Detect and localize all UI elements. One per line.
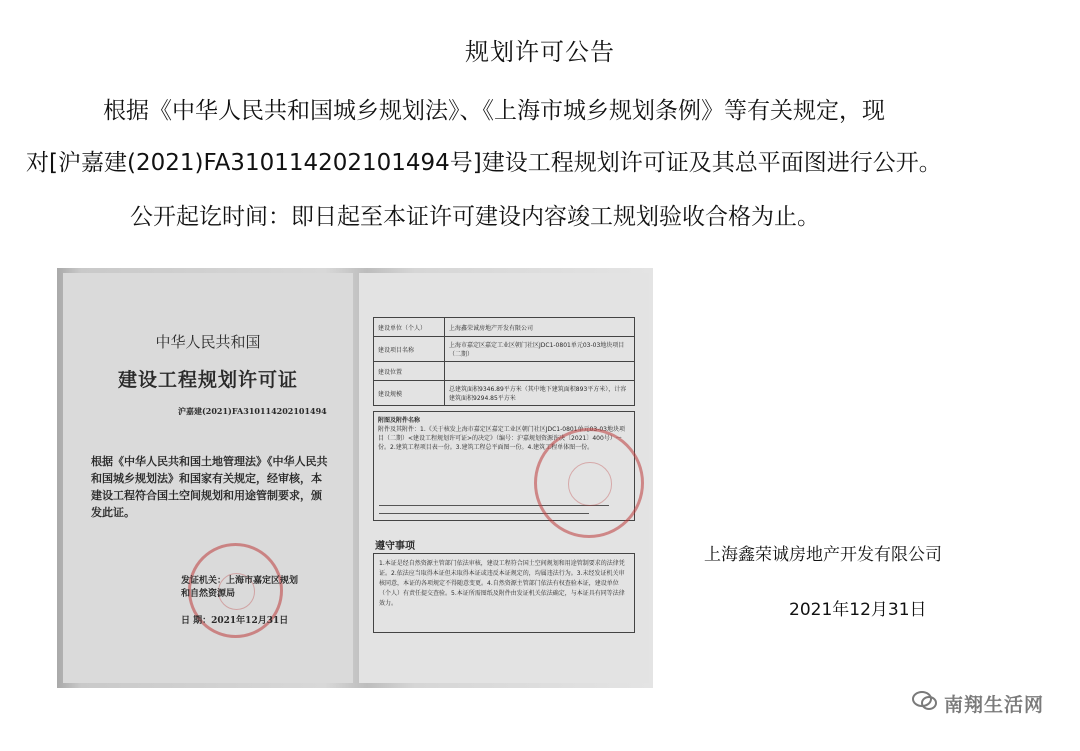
info-key: 建设项目名称 (374, 337, 445, 362)
notice-line-1: 根据《中华人民共和国城乡规划法》、《上海市城乡规划条例》等有关规定，现 (103, 98, 885, 124)
info-value: 上海市嘉定区嘉定工业区朝门社区JDC1-0801单元03-03地块项目（二期） (445, 337, 635, 362)
attachments-title: 附图及附件名称 (378, 417, 421, 424)
certificate-issuer: 发证机关：上海市嘉定区规划和自然资源局 (181, 576, 299, 599)
attachments-list: 附件及其附件：1.《关于核发上海市嘉定区嘉定工业区朝门社区JDC1-0801单元03-03地块项目（二期）<建设工程规划许可证>的决定》（编号：沪嘉规划资源许决〔2021〕400号）一份。2.建筑工程项目表一份。3.建筑工程总平面图一份。4.建筑工程单体图一份。 (378, 426, 625, 451)
info-key: 建设单位（个人） (374, 318, 445, 337)
notice-date: 2021年12月31日 (789, 600, 927, 620)
info-value: 总建筑面积9346.89平方米（其中地下建筑面积893平方米），计容建筑面积9294.85平方米 (445, 381, 635, 406)
certificate-body: 根据《中华人民共和国土地管理法》《中华人民共和国城乡规划法》和国家有关规定，经审核，本建设工程符合国土空间规划和用途管制要求，颁发此证。 (91, 455, 328, 519)
company-name: 上海鑫荣诚房地产开发有限公司 (704, 545, 942, 565)
certificate-info-table (373, 317, 635, 406)
certificate-name: 建设工程规划许可证 (117, 369, 298, 391)
table-row (374, 362, 635, 381)
info-value (445, 362, 635, 381)
info-key: 建设规模 (374, 381, 445, 406)
certificate-date: 日 期：2021年12月31日 (181, 616, 289, 626)
table-row (374, 337, 635, 362)
table-row (374, 381, 635, 406)
notes-box: 1.本证是经自然资源主管部门依法审核，建设工程符合国土空间规划和用途管制要求的法律凭证。2.依法应当取得本证但未取得本证或违反本证规定的，均属违法行为。3.未经发证机关审核同意，本证的各项规定不得随意变更。4.自然资源主管部门依法有权查验本证，建设单位（个人）有责任提交查验。5.本证所需图纸及附件由发证机关依法确定，与本证具有同等法律效力。 (373, 553, 635, 633)
official-seal (534, 428, 644, 538)
notice-line-2: 对[沪嘉建(2021)FA310114202101494号]建设工程规划许可证及其总平面图进行公开。 (26, 150, 942, 176)
watermark (912, 690, 1044, 717)
certificate-left-page (63, 273, 353, 683)
table-row (374, 318, 635, 337)
certificate-right-page (359, 273, 649, 683)
watermark-text: 南翔生活网 (943, 694, 1044, 716)
notice-title: 规划许可公告 (465, 38, 615, 66)
notes-title: 遵守事项 (375, 541, 415, 552)
notice-line-3: 公开起讫时间：即日起至本证许可建设内容竣工规划验收合格为止。 (130, 204, 820, 230)
info-key: 建设位置 (374, 362, 445, 381)
certificate-scan (57, 268, 653, 688)
chat-bubble-icon (912, 690, 938, 717)
certificate-number: 沪嘉建(2021)FA310114202101494 (178, 406, 327, 416)
certificate-country: 中华人民共和国 (155, 333, 261, 351)
info-value: 上海鑫荣诚房地产开发有限公司 (445, 318, 635, 337)
